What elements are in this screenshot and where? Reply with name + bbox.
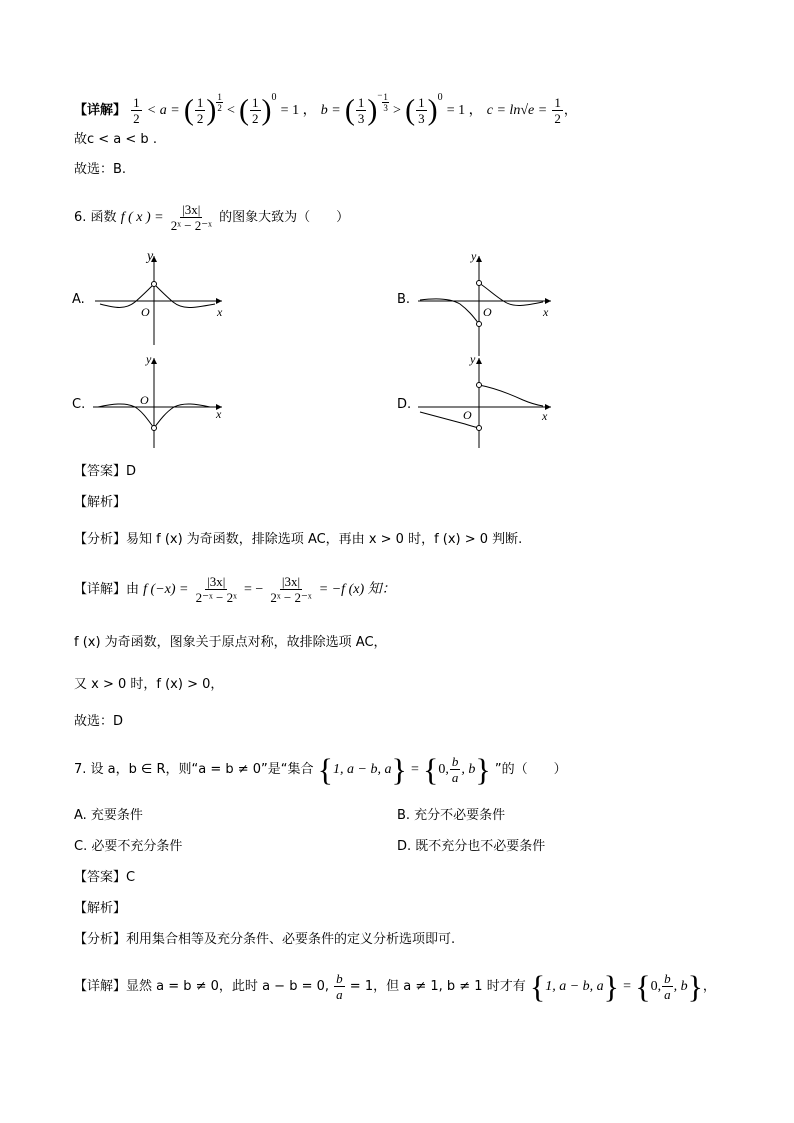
svg-text:O: O xyxy=(140,393,149,407)
svg-text:O: O xyxy=(483,305,492,319)
svg-text:x: x xyxy=(543,305,549,319)
graph-option-b xyxy=(415,250,555,360)
curve-left xyxy=(100,284,154,308)
q5-detail-line: 【详解】 $\frac{1}{2}$ < a = ( $\frac{1}{2}$ ) $\frac{1}{2}$ < ( $\frac{1}{2}$ )$^0$ = 1 ， b = ( $\frac{1}{3}$ )− $\frac{1}{3}$ > ( $\frac{1}{3}$ )$^0$ = 1 ， c = ln√e = $\frac{1}{2}$ ， xyxy=(74,90,577,127)
svg-text:x: x xyxy=(216,407,222,421)
fraction-half: $\frac{1}{2}$ xyxy=(133,95,140,126)
q7-detail: 【详解】显然 a = b ≠ 0，此时 a − b = 0, $\frac{b}{a}$ = 1，但 a ≠ 1, b ≠ 1 时才有 {1, a − b, a} = {0, $\frac{b}{a}$ , b}， xyxy=(74,968,716,1005)
svg-text:x: x xyxy=(542,409,548,423)
svg-text:O: O xyxy=(463,408,472,422)
graph-option-c xyxy=(90,352,230,452)
q6-analysis-tag: 【解析】 xyxy=(74,495,127,510)
exponent-half: $\frac{1}{2}$ xyxy=(217,92,222,113)
q7-analysis: 【分析】利用集合相等及充分条件、必要条件的定义分析选项即可. xyxy=(74,932,456,947)
option-d-label: D. xyxy=(397,397,412,412)
svg-text:y: y xyxy=(470,352,476,366)
a-equals: < a = xyxy=(146,103,180,118)
hollow-point xyxy=(152,282,157,287)
q7-option-a: A. 充要条件 xyxy=(74,808,143,823)
q6-stem: 6. 函数 f ( x ) = $\frac{|3x|}{\text{2ˣ − 2⁻ˣ}}$ 的图象大致为（ ） xyxy=(74,202,350,233)
q6-function-fraction: $\frac{|3x|}{\text{2ˣ − 2⁻ˣ}}$ xyxy=(170,202,212,233)
graph-option-d xyxy=(415,352,555,452)
q7-stem: 7. 设 a，b ∈ R，则“a = b ≠ 0”是“集合 {1, a − b, a} = {0, $\frac{b}{a}$ , b} ”的（ ） xyxy=(74,751,567,788)
hollow-point-bottom xyxy=(477,322,482,327)
q6-detail: 【详解】由 f (−x) = $\frac{|3x|}{\text{2⁻ˣ − 2ˣ}}$ = − $\frac{|3x|}{\text{2ˣ − 2⁻ˣ}}$ = −f (x) 知： xyxy=(74,574,396,605)
q6-choice: 故选：D xyxy=(74,714,124,729)
hollow-point-top xyxy=(477,281,482,286)
q7-answer: 【答案】C xyxy=(74,870,136,885)
hollow-point-bottom xyxy=(477,426,482,431)
q6-answer: 【答案】D xyxy=(74,464,137,479)
option-b-label: B. xyxy=(397,292,411,307)
option-c-label: C. xyxy=(72,397,86,412)
curve-right xyxy=(479,385,543,406)
q7-option-c: C. 必要不充分条件 xyxy=(74,839,183,854)
hollow-point-top xyxy=(477,383,482,388)
q6-analysis: 【分析】易知 f (x) 为奇函数，排除选项 AC，再由 x > 0 时，f (x) > 0 判断. xyxy=(74,532,523,547)
curve-right xyxy=(479,283,543,305)
option-a-label: A. xyxy=(72,292,85,307)
curve-right xyxy=(154,284,215,308)
q6-detail-line2: f (x) 为奇函数，图象关于原点对称，故排除选项 AC， xyxy=(74,635,387,650)
detail-tag: 【详解】 xyxy=(74,103,127,118)
curve-left xyxy=(98,404,154,428)
svg-text:y: y xyxy=(147,250,154,264)
q5-conclusion: 故c < a < b . xyxy=(74,132,157,147)
svg-text:O: O xyxy=(141,305,150,319)
q7-option-b: B. 充分不必要条件 xyxy=(397,808,506,823)
svg-text:y: y xyxy=(146,352,152,366)
q7-analysis-tag: 【解析】 xyxy=(74,901,127,916)
q5-choice: 故选：B. xyxy=(74,162,127,177)
exponent-third: $\frac{1}{3}$ xyxy=(383,92,388,113)
curve-left xyxy=(420,299,479,324)
svg-text:y: y xyxy=(471,250,477,263)
q7-option-d: D. 既不充分也不必要条件 xyxy=(397,839,546,854)
q6-detail-line3: 又 x > 0 时，f (x) > 0， xyxy=(74,677,224,692)
curve-right xyxy=(154,404,210,428)
hollow-point xyxy=(152,426,157,431)
graph-option-a xyxy=(90,250,230,350)
svg-text:x: x xyxy=(217,305,223,319)
